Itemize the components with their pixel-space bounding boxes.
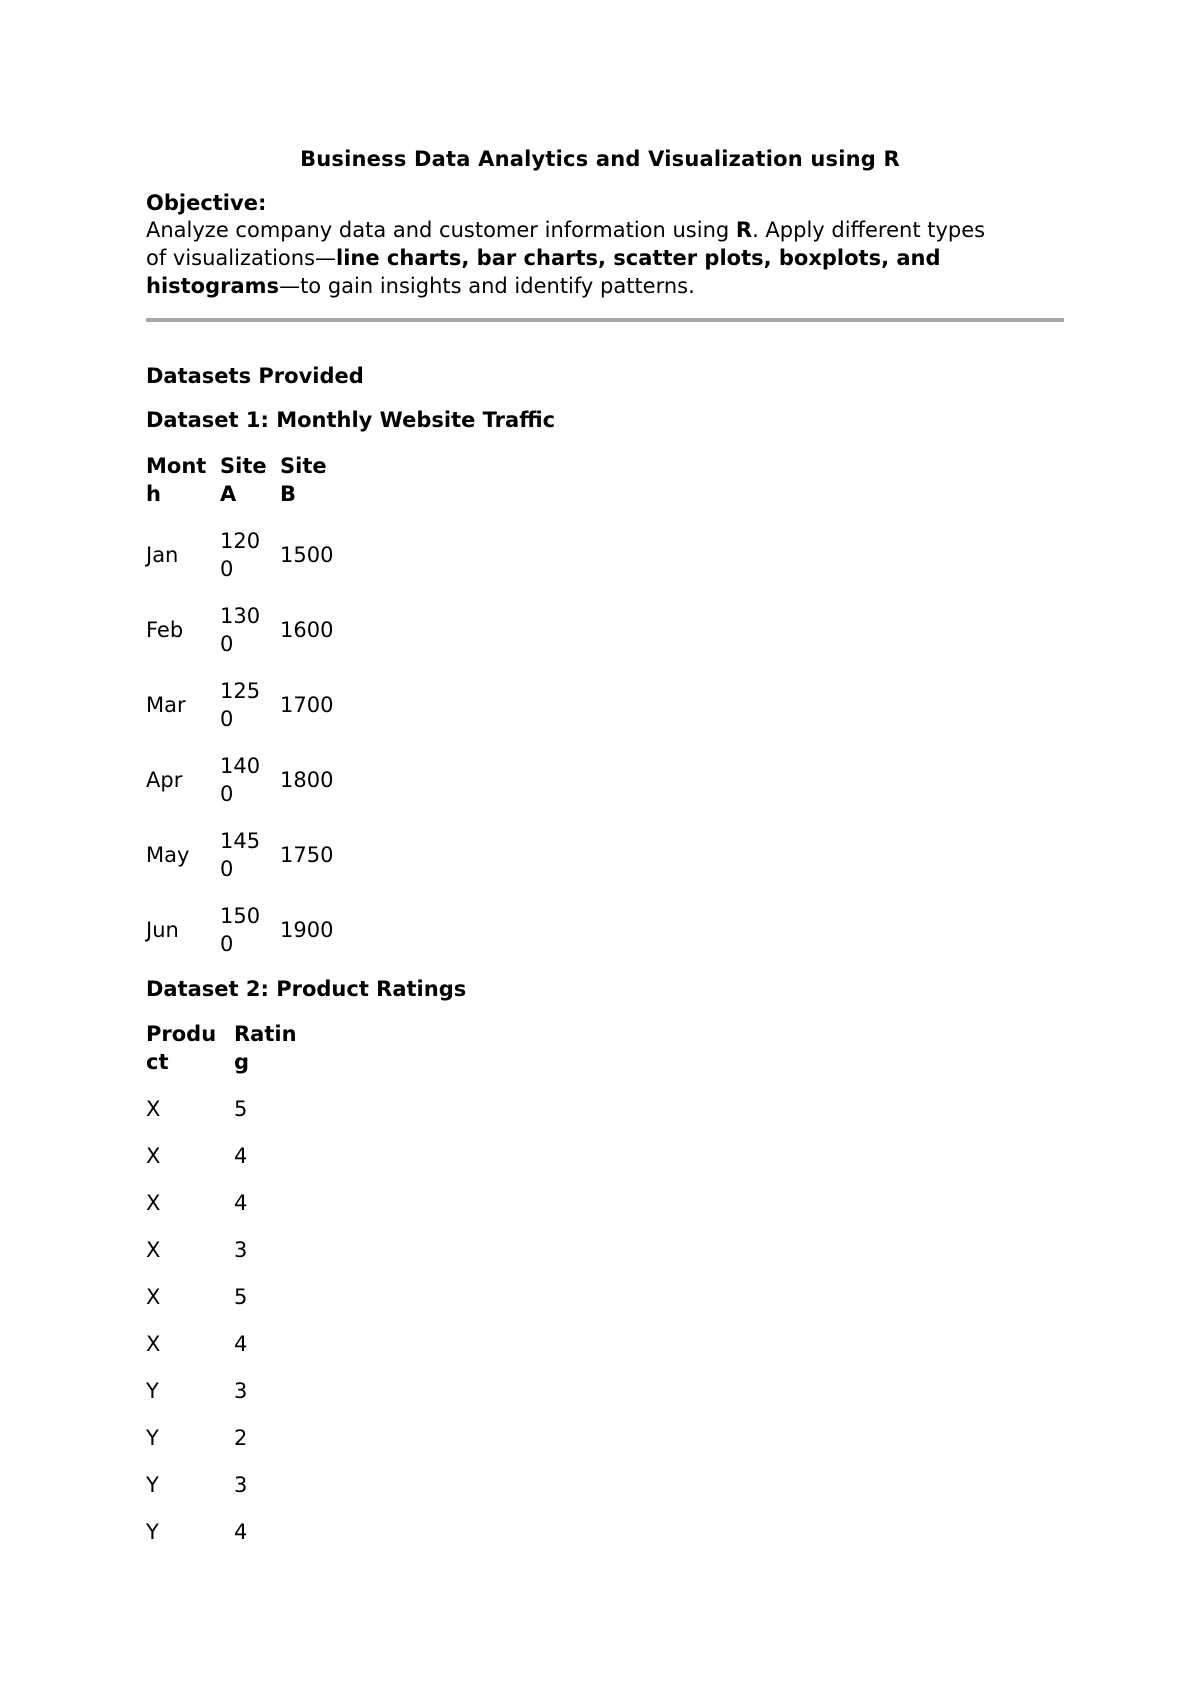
cell-rating: 4: [234, 1332, 248, 1356]
cell-month: Mar: [146, 693, 186, 717]
cell-rating: 4: [234, 1520, 248, 1544]
cell-product: Y: [146, 1520, 159, 1544]
header-line: A: [220, 482, 237, 506]
cell-line: 150: [220, 904, 261, 928]
dataset1-heading: Dataset 1: Monthly Website Traffic: [146, 408, 556, 432]
cell-line: 130: [220, 604, 261, 628]
cell-month: Jun: [146, 918, 179, 942]
cell-product: X: [146, 1144, 161, 1168]
cell-site-a: [220, 677, 260, 733]
cell-line: 145: [220, 829, 261, 853]
header-line: g: [234, 1050, 250, 1074]
table-header-site-b: [280, 452, 327, 508]
objective-r-emphasis: R: [735, 218, 753, 242]
cell-site-a: [220, 902, 260, 958]
table-header-rating: [234, 1020, 297, 1076]
objective-text: . Apply different types: [752, 218, 986, 242]
objective-line-3: [146, 272, 985, 300]
header-line: h: [146, 482, 161, 506]
objective-histograms: histograms: [146, 274, 280, 298]
header-line: Produ: [146, 1022, 217, 1046]
cell-line: 0: [220, 707, 234, 731]
table-header-product: [146, 1020, 216, 1076]
cell-site-a: [220, 752, 260, 808]
cell-site-a: [220, 602, 260, 658]
cell-line: 0: [220, 932, 234, 956]
cell-site-a: [220, 827, 260, 883]
header-line: B: [280, 482, 297, 506]
cell-site-b: 1600: [280, 618, 334, 642]
cell-month: Feb: [146, 618, 184, 642]
horizontal-rule: [146, 318, 1064, 322]
objective-line-1: [146, 216, 985, 244]
header-line: Ratin: [234, 1022, 297, 1046]
objective-line-2: [146, 244, 985, 272]
header-line: Site: [220, 454, 267, 478]
cell-site-b: 1800: [280, 768, 334, 792]
objective-paragraph: [146, 216, 985, 300]
objective-text: —to gain insights and identify patterns.: [279, 274, 695, 298]
document-title: Business Data Analytics and Visualization using R: [300, 147, 900, 171]
cell-month: Apr: [146, 768, 183, 792]
cell-rating: 3: [234, 1379, 248, 1403]
cell-line: 0: [220, 557, 234, 581]
cell-rating: 4: [234, 1191, 248, 1215]
cell-site-b: 1500: [280, 543, 334, 567]
cell-site-b: 1900: [280, 918, 334, 942]
cell-site-b: 1750: [280, 843, 334, 867]
datasets-heading: Datasets Provided: [146, 364, 364, 388]
cell-product: X: [146, 1285, 161, 1309]
header-line: Site: [280, 454, 327, 478]
cell-month: May: [146, 843, 190, 867]
cell-product: Y: [146, 1379, 159, 1403]
cell-line: 140: [220, 754, 261, 778]
header-line: ct: [146, 1050, 169, 1074]
table-header-month: [146, 452, 206, 508]
cell-line: 0: [220, 857, 234, 881]
table-header-site-a: [220, 452, 267, 508]
cell-rating: 5: [234, 1097, 248, 1121]
cell-product: X: [146, 1332, 161, 1356]
cell-rating: 2: [234, 1426, 248, 1450]
cell-site-a: [220, 527, 260, 583]
cell-product: X: [146, 1238, 161, 1262]
cell-product: X: [146, 1097, 161, 1121]
cell-rating: 4: [234, 1144, 248, 1168]
cell-site-b: 1700: [280, 693, 334, 717]
cell-line: 120: [220, 529, 261, 553]
header-line: Mont: [146, 454, 207, 478]
cell-product: Y: [146, 1426, 159, 1450]
dataset2-heading: Dataset 2: Product Ratings: [146, 977, 467, 1001]
cell-line: 0: [220, 782, 234, 806]
objective-heading: Objective:: [146, 191, 267, 215]
cell-line: 125: [220, 679, 261, 703]
cell-product: X: [146, 1191, 161, 1215]
objective-text: Analyze company data and customer information using: [146, 218, 736, 242]
objective-text: of visualizations—: [146, 246, 337, 270]
cell-product: Y: [146, 1473, 159, 1497]
cell-rating: 3: [234, 1473, 248, 1497]
cell-rating: 5: [234, 1285, 248, 1309]
cell-rating: 3: [234, 1238, 248, 1262]
cell-line: 0: [220, 632, 234, 656]
cell-month: Jan: [146, 543, 179, 567]
objective-chart-types: line charts, bar charts, scatter plots, boxplots, and: [336, 246, 941, 270]
